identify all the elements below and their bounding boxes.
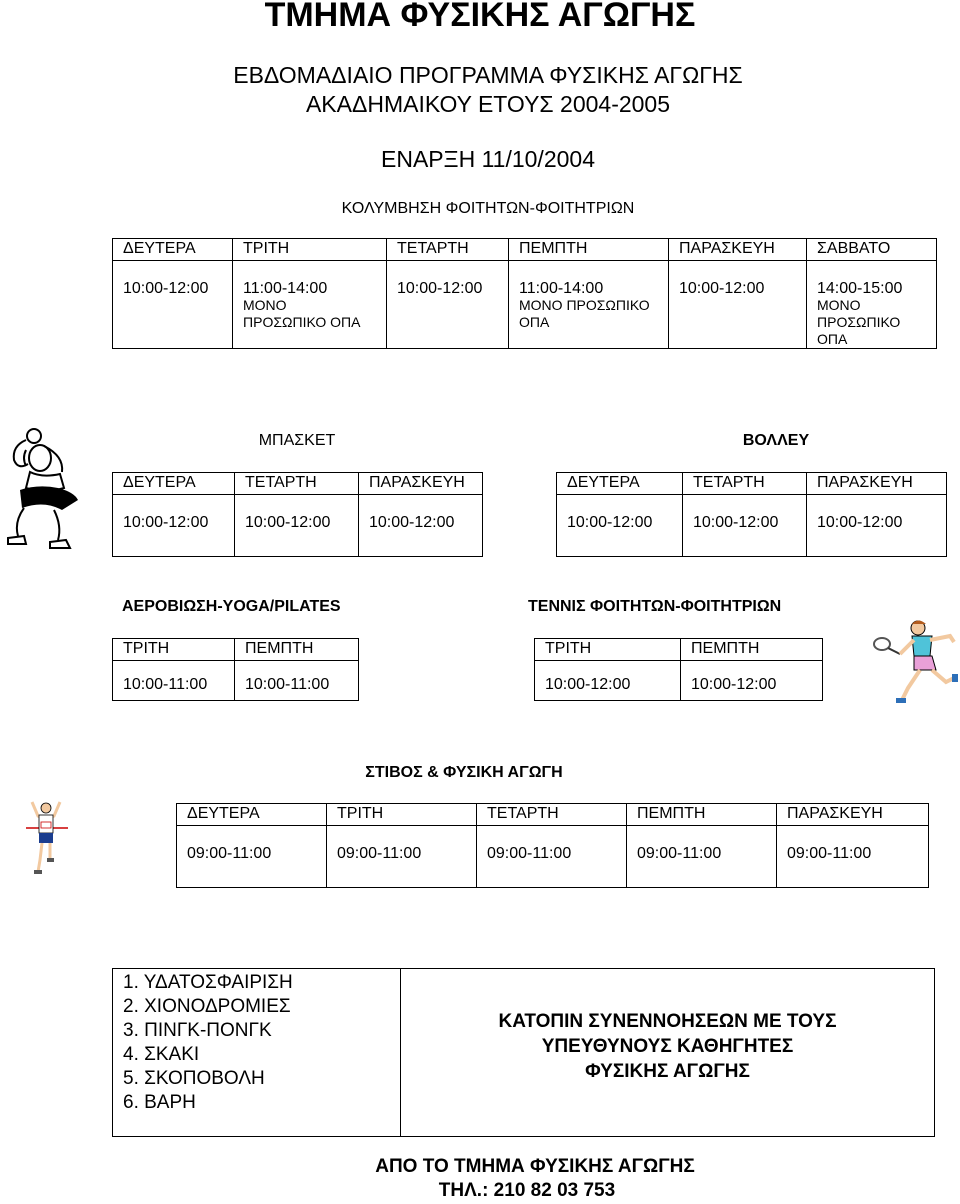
volleyball-title: ΒΟΛΛΕΥ <box>742 432 810 449</box>
volleyball-time: 10:00-12:00 <box>557 495 683 557</box>
basketball-table <box>112 472 483 557</box>
swimming-time: 10:00-12:00 <box>123 280 209 297</box>
tennis-time: 10:00-12:00 <box>535 661 681 701</box>
swimming-table <box>112 238 937 349</box>
footer-phone: ΤΗΛ.: 210 82 03 753 <box>438 1180 616 1201</box>
swimming-time: 14:00-15:00 <box>817 280 903 297</box>
swimming-time: 10:00-12:00 <box>397 280 483 297</box>
track-time: 09:00-11:00 <box>477 826 627 888</box>
tennis-player-icon <box>870 618 960 704</box>
start-date: ΕΝΑΡΞΗ 11/10/2004 <box>381 146 595 172</box>
volleyball-day: ΠΑΡΑΣΚΕΥΗ <box>807 473 947 495</box>
swimming-slot <box>807 261 937 349</box>
swimming-time: 11:00-14:00 <box>243 280 328 297</box>
aerobics-day: ΠΕΜΠΤΗ <box>235 639 359 661</box>
swimming-time: 11:00-14:00 <box>519 280 604 297</box>
note-line: ΚΑΤΟΠΙΝ ΣΥΝΕΝΝΟΗΣΕΩΝ ΜΕ ΤΟΥΣ <box>498 1011 837 1032</box>
track-table <box>176 803 929 888</box>
aerobics-day: ΤΡΙΤΗ <box>113 639 235 661</box>
basketball-day: ΠΑΡΑΣΚΕΥΗ <box>359 473 483 495</box>
swimming-slot <box>509 261 669 349</box>
aerobics-table <box>112 638 359 701</box>
swimming-slot <box>113 261 233 349</box>
track-day: ΔΕΥΤΕΡΑ <box>177 804 327 826</box>
activity-item: 6. ΒΑΡΗ <box>123 1092 196 1113</box>
tennis-day: ΠΕΜΠΤΗ <box>681 639 823 661</box>
basketball-time: 10:00-12:00 <box>359 495 483 557</box>
swimming-day: ΠΕΜΠΤΗ <box>509 239 669 261</box>
track-day: ΤΕΤΑΡΤΗ <box>477 804 627 826</box>
volleyball-time: 10:00-12:00 <box>683 495 807 557</box>
activity-item: 2. ΧΙΟΝΟΔΡΟΜΙΕΣ <box>123 996 291 1017</box>
swimming-day: ΣΑΒΒΑΤΟ <box>807 239 937 261</box>
track-day: ΠΕΜΠΤΗ <box>627 804 777 826</box>
activity-item: 1. ΥΔΑΤΟΣΦΑΙΡΙΣΗ <box>123 972 293 993</box>
aerobics-title: ΑΕΡΟΒΙΩΣΗ-YOGA/PILATES <box>122 598 341 615</box>
track-title: ΣΤΙΒΟΣ & ΦΥΣΙΚΗ ΑΓΩΓΗ <box>365 764 563 781</box>
tennis-title: ΤΕΝΝΙΣ ΦΟΙΤΗΤΩΝ-ΦΟΙΤΗΤΡΙΩΝ <box>528 598 782 615</box>
activity-item: 5. ΣΚΟΠΟΒΟΛΗ <box>123 1068 265 1089</box>
volleyball-day: ΔΕΥΤΕΡΑ <box>557 473 683 495</box>
track-time: 09:00-11:00 <box>627 826 777 888</box>
swimming-day: ΤΡΙΤΗ <box>233 239 387 261</box>
swimming-note: ΜΟΝΟ ΠΡΟΣΩΠΙΚΟ ΟΠΑ <box>817 297 901 347</box>
track-time: 09:00-11:00 <box>177 826 327 888</box>
volleyball-time: 10:00-12:00 <box>807 495 947 557</box>
swimming-note: ΜΟΝΟ ΠΡΟΣΩΠΙΚΟ ΟΠΑ <box>519 297 650 330</box>
aerobics-time: 10:00-11:00 <box>235 661 359 701</box>
tennis-time: 10:00-12:00 <box>681 661 823 701</box>
swimming-slot <box>669 261 807 349</box>
swimming-day: ΤΕΤΑΡΤΗ <box>387 239 509 261</box>
tennis-table <box>534 638 823 701</box>
runner-icon <box>24 798 70 876</box>
basketball-title: ΜΠΑΣΚΕΤ <box>258 432 336 449</box>
basketball-time: 10:00-12:00 <box>235 495 359 557</box>
aerobics-time: 10:00-11:00 <box>113 661 235 701</box>
swimming-day: ΠΑΡΑΣΚΕΥΗ <box>669 239 807 261</box>
academic-year: ΑΚΑΔΗΜΑΙΚΟΥ ΕΤΟΥΣ 2004-2005 <box>305 91 671 117</box>
note-line: ΦΥΣΙΚΗΣ ΑΓΩΓΗΣ <box>585 1061 750 1082</box>
swimming-time: 10:00-12:00 <box>679 280 765 297</box>
tennis-day: ΤΡΙΤΗ <box>535 639 681 661</box>
program-subtitle: ΕΒΔΟΜΑΔΙΑΙΟ ΠΡΟΓΡΑΜΜΑ ΦΥΣΙΚΗΣ ΑΓΩΓΗΣ <box>233 62 743 88</box>
track-day: ΠΑΡΑΣΚΕΥΗ <box>777 804 929 826</box>
volleyball-day: ΤΕΤΑΡΤΗ <box>683 473 807 495</box>
basketball-day: ΤΕΤΑΡΤΗ <box>235 473 359 495</box>
activity-item: 3. ΠΙΝΓΚ-ΠΟΝΓΚ <box>123 1020 272 1041</box>
basketball-day: ΔΕΥΤΕΡΑ <box>113 473 235 495</box>
basketball-player-icon <box>4 426 84 554</box>
note-line: ΥΠΕΥΘΥΝΟΥΣ ΚΑΘΗΓΗΤΕΣ <box>541 1036 794 1057</box>
activity-item: 4. ΣΚΑΚΙ <box>123 1044 200 1065</box>
track-time: 09:00-11:00 <box>327 826 477 888</box>
swimming-slot <box>233 261 387 349</box>
other-activities-table <box>112 968 935 1137</box>
volleyball-table <box>556 472 947 557</box>
track-day: ΤΡΙΤΗ <box>327 804 477 826</box>
swimming-day: ΔΕΥΤΕΡΑ <box>113 239 233 261</box>
swimming-slot <box>387 261 509 349</box>
swimming-note: ΜΟΝΟ ΠΡΟΣΩΠΙΚΟ ΟΠΑ <box>243 297 361 330</box>
track-time: 09:00-11:00 <box>777 826 929 888</box>
footer-department: ΑΠΟ ΤΟ ΤΜΗΜΑ ΦΥΣΙΚΗΣ ΑΓΩΓΗΣ <box>375 1156 695 1177</box>
activities-list <box>113 969 401 1137</box>
swimming-title: ΚΟΛΥΜΒΗΣΗ ΦΟΙΤΗΤΩΝ-ΦΟΙΤΗΤΡΙΩΝ <box>341 200 635 217</box>
arrangement-note <box>401 969 935 1137</box>
basketball-time: 10:00-12:00 <box>113 495 235 557</box>
page-title: ΤΜΗΜΑ ΦΥΣΙΚΗΣ ΑΓΩΓΗΣ <box>264 0 696 34</box>
